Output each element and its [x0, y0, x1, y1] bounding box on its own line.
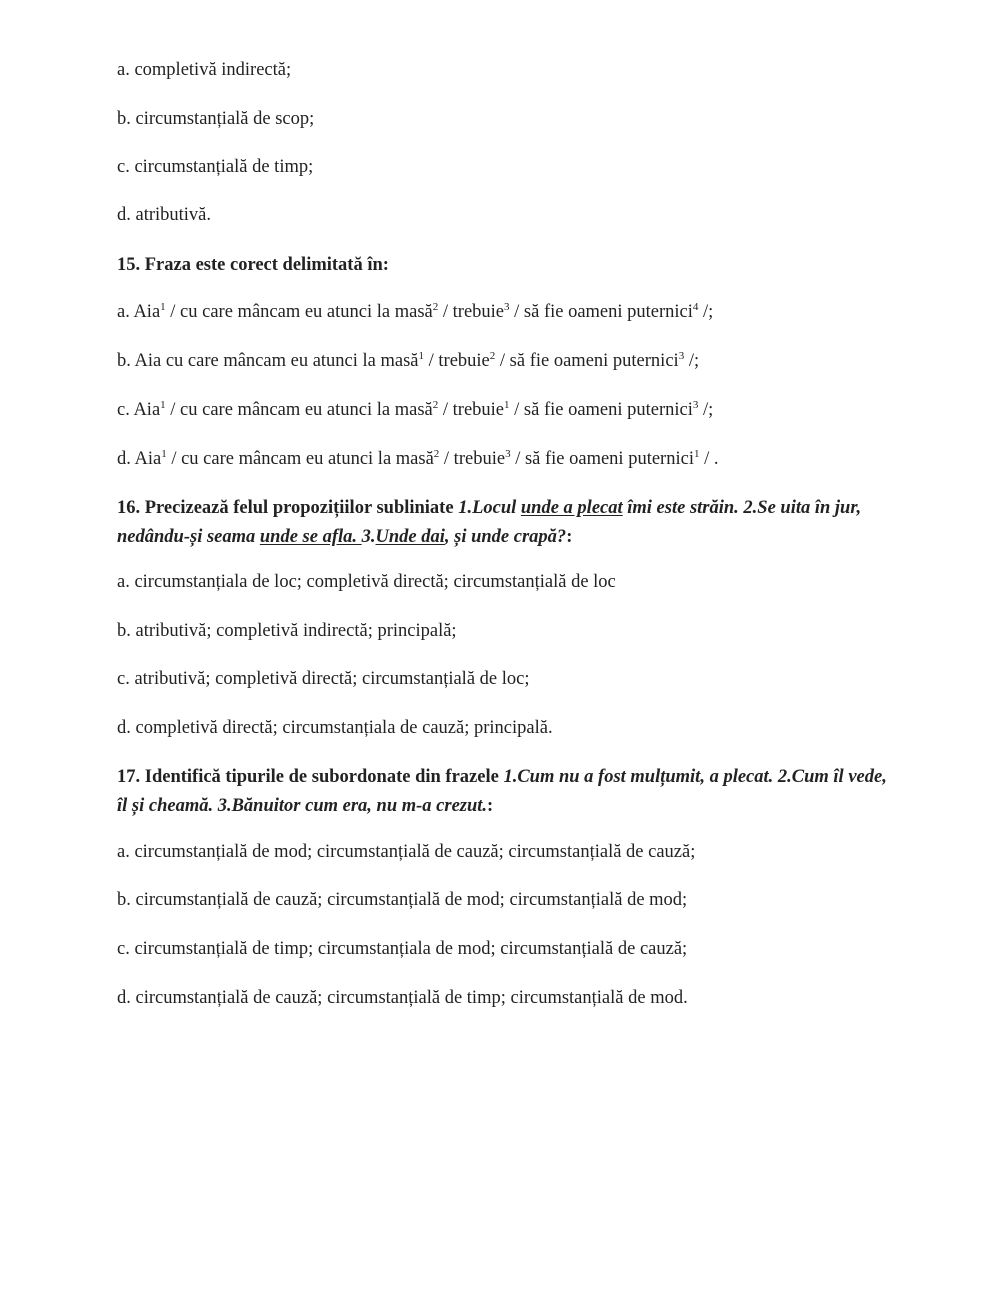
q15-option-d: d. Aia$^1$ / cu care mâncam eu atunci la masă$^2$ / trebuie$^3$ / să fie oameni puternici$^1$ / . — [117, 448, 719, 469]
q15-option-b: b. Aia cu care mâncam eu atunci la masă$^1$ / trebuie$^2$ / să fie oameni puternici$^3$ /; — [117, 350, 700, 371]
q14-option-d: d. atributivă. — [117, 205, 212, 225]
q17-option-b: b. circumstanțială de cauză; circumstanțială de mod; circumstanțială de mod; — [117, 890, 688, 910]
q16-option-a: a. circumstanțiala de loc; completivă directă; circumstanțială de loc — [117, 572, 616, 592]
q14-option-c: c. circumstanțială de timp; — [117, 157, 314, 177]
q14-option-b: b. circumstanțială de scop; — [117, 109, 315, 129]
q17-option-a: a. circumstanțială de mod; circumstanțială de cauză; circumstanțială de cauză; — [117, 842, 696, 862]
q17-question: 17. Identifică tipurile de subordonate din frazele 1.Cum nu a fost mulțumit, a plecat. 2.Cum îl vede, îl și cheamă. 3.Bănuitor cum era, nu m-a crezut.: — [117, 767, 887, 816]
q17-option-d: d. circumstanțială de cauză; circumstanțială de timp; circumstanțială de mod. — [117, 988, 688, 1008]
q16-option-d: d. completivă directă; circumstanțiala de cauză; principală. — [117, 718, 553, 738]
q16-option-b: b. atributivă; completivă indirectă; principală; — [117, 621, 457, 641]
q14-option-a: a. completivă indirectă; — [117, 60, 292, 80]
q16-option-c: c. atributivă; completivă directă; circumstanțială de loc; — [117, 669, 530, 689]
q15-title: 15. Fraza este corect delimitată în: — [117, 255, 389, 275]
q16-question: 16. Precizează felul propozițiilor subliniate 1.Locul unde a plecat îmi este străin. 2.Se uita în jur, nedându-și seama unde se afla. 3.Unde dai, și unde crapă?: — [117, 498, 862, 547]
q17-option-c: c. circumstanțială de timp; circumstanțiala de mod; circumstanțială de cauză; — [117, 939, 688, 959]
q15-option-c: c. Aia$^1$ / cu care mâncam eu atunci la masă$^2$ / trebuie$^1$ / să fie oameni puternici$^3$ /; — [117, 399, 714, 420]
q15-option-a: a. Aia$^1$ / cu care mâncam eu atunci la masă$^2$ / trebuie$^3$ / să fie oameni puternici$^4$ /; — [117, 301, 714, 322]
